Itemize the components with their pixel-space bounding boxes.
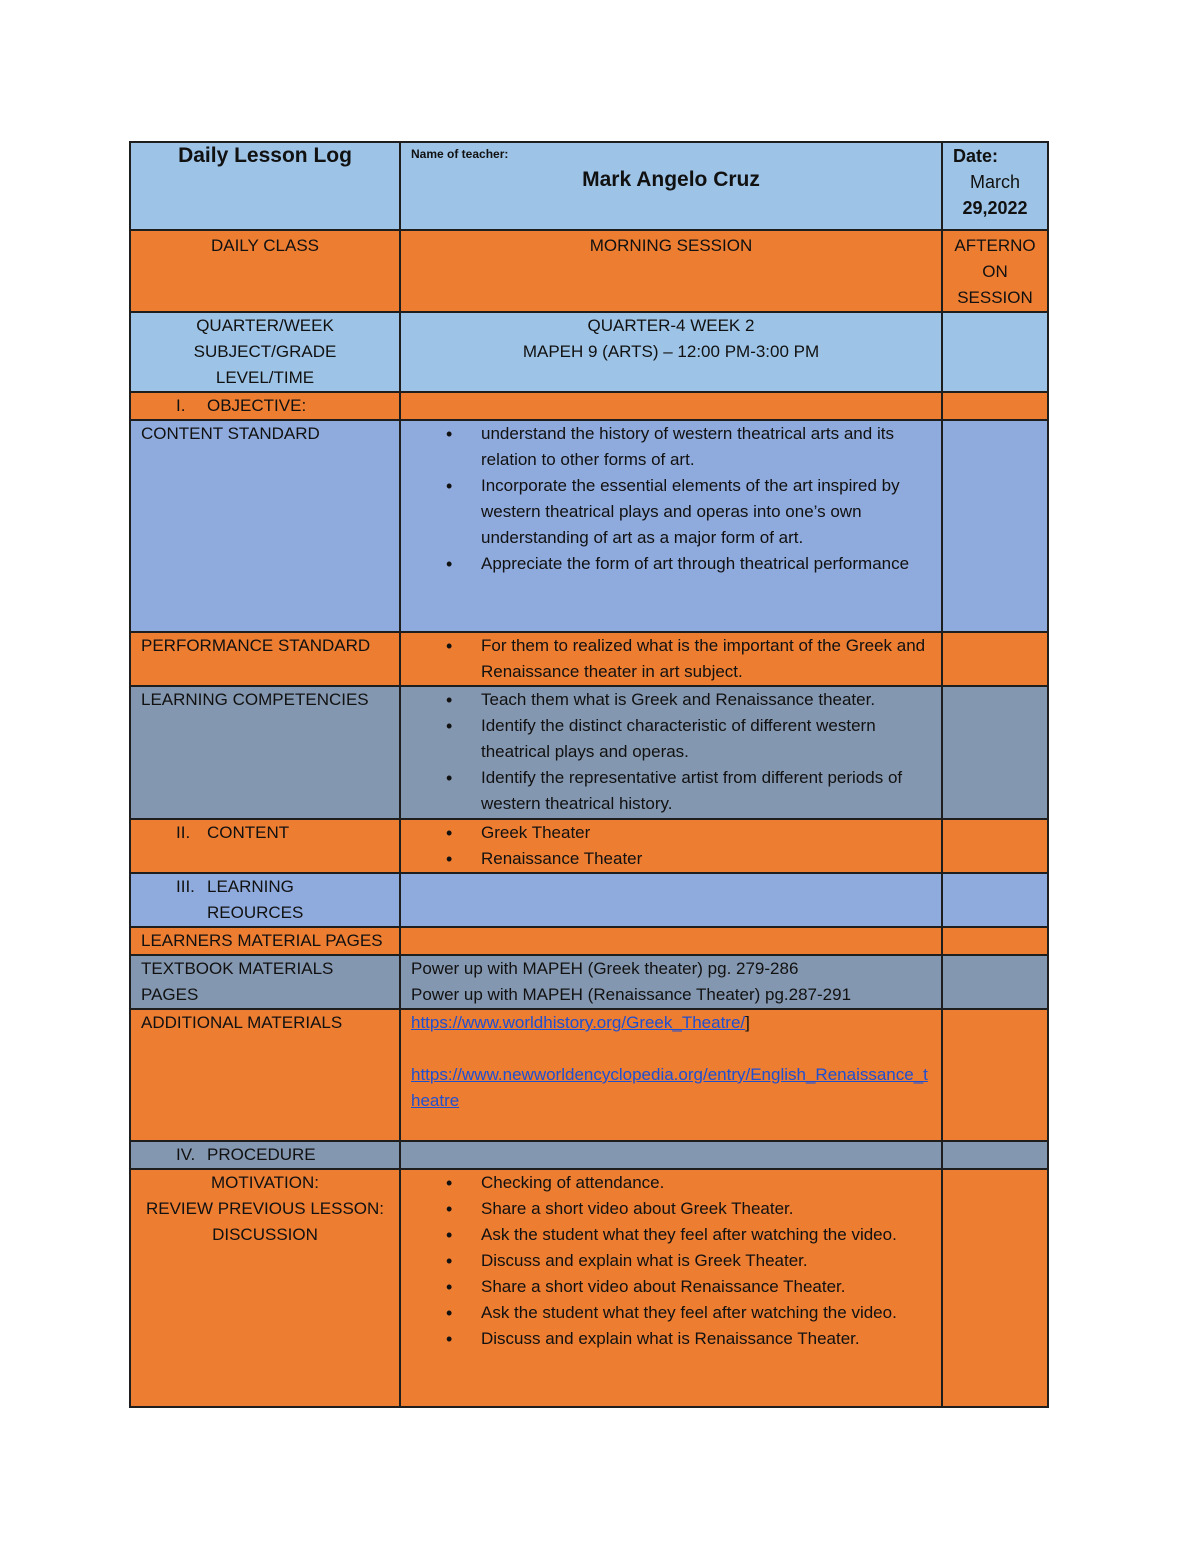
textbook-label: TEXTBOOK MATERIALS PAGES [130,955,400,1009]
learners-material-row [130,927,1048,955]
list-item: • Appreciate the form of art through theatrical performance [446,554,910,574]
list-item: • Share a short video about Renaissance Theater. [446,1277,846,1297]
learning-competencies-row [130,686,1048,819]
lesson-log-table [129,141,1049,1408]
list-item: • Identify the representative artist from different periods of western theatrical history. [446,768,903,813]
content-standard-list [411,421,931,577]
worldhistory-link[interactable]: https://www.worldhistory.org/Greek_Theatre/ [411,1013,746,1032]
learning-resources-row [130,873,1048,927]
motivation-row [130,1169,1048,1407]
content-standard-label: CONTENT STANDARD [130,420,400,632]
teacher-cell [400,142,942,230]
quarter-row [130,312,1048,392]
learning-resources-label: III. LEARNING REOURCES [130,873,400,927]
learning-competencies-label: LEARNING COMPETENCIES [130,686,400,819]
list-item: • Share a short video about Greek Theater. [446,1199,794,1219]
content-list [411,820,931,872]
teacher-label: Name of teacher: [411,147,509,161]
performance-standard-label: PERFORMANCE STANDARD [130,632,400,686]
content-label: II. CONTENT [130,819,400,873]
list-item: • Teach them what is Greek and Renaissance theater. [446,690,876,710]
performance-standard-row [130,632,1048,686]
list-item: • Discuss and explain what is Renaissance Theater. [446,1329,860,1349]
performance-standard-list [411,633,931,685]
list-item: • Ask the student what they feel after watching the video. [446,1303,897,1323]
session-row [130,230,1048,312]
additional-materials-row: ADDITIONAL MATERIALS https://www.worldhistory.org/Greek_Theatre/] https://www.newworldencyclopedia.org/entry/English_Renaissance_theatre [130,1009,1048,1141]
date-cell [942,142,1048,230]
date-value: 29,2022 [962,198,1028,218]
date-label: Date: [953,146,999,166]
content-row [130,819,1048,873]
list-item: • For them to realized what is the important of the Greek and Renaissance theater in art subject. [446,636,926,681]
textbook-line: Power up with MAPEH (Greek theater) pg. 279-286 [411,959,799,978]
quarter-value: QUARTER-4 WEEK 2 MAPEH 9 (ARTS) – 12:00 PM-3:00 PM [400,312,942,392]
quarter-afternoon [942,312,1048,392]
procedure-row [130,1141,1048,1169]
daily-class-label: DAILY CLASS [130,230,400,312]
objective-row [130,392,1048,420]
header-row [130,142,1048,230]
learning-competencies-list [411,687,931,817]
procedure-label: IV. PROCEDURE [130,1141,400,1169]
list-item: • Identify the distinct characteristic of different western theatrical plays and operas. [446,716,876,761]
newworldencyclopedia-link[interactable]: https://www.newworldencyclopedia.org/entry/English_Renaissance_theatre [411,1065,928,1110]
morning-session-label: MORNING SESSION [400,230,942,312]
motivation-label: MOTIVATION: REVIEW PREVIOUS LESSON: DISCUSSION [130,1169,400,1407]
learners-material-label: LEARNERS MATERIAL PAGES [130,927,400,955]
list-item: • Ask the student what they feel after watching the video. [446,1225,897,1245]
doc-title: Daily Lesson Log [130,142,400,230]
quarter-label: QUARTER/WEEK SUBJECT/GRADE LEVEL/TIME [130,312,400,392]
list-item: • Discuss and explain what is Greek Theater. [446,1251,808,1271]
list-item: • Greek Theater [446,823,591,843]
additional-materials-label: ADDITIONAL MATERIALS [130,1009,400,1141]
list-item: • Renaissance Theater [446,849,643,869]
list-item: • Checking of attendance. [446,1173,665,1193]
objective-label: I. OBJECTIVE: [130,392,400,420]
textbook-row [130,955,1048,1009]
list-item: • Incorporate the essential elements of the art inspired by western theatrical plays and operas into one’s own understanding of art as a major form of art. [446,476,900,547]
teacher-name: Mark Angelo Cruz [582,168,760,191]
textbook-line: Power up with MAPEH (Renaissance Theater) pg.287-291 [411,985,852,1004]
content-standard-row [130,420,1048,632]
motivation-list [411,1170,931,1352]
date-month: March [969,172,1020,192]
afternoon-session-label: AFTERNO ON SESSION [942,230,1048,312]
list-item: • understand the history of western theatrical arts and its relation to other forms of art. [446,424,894,469]
